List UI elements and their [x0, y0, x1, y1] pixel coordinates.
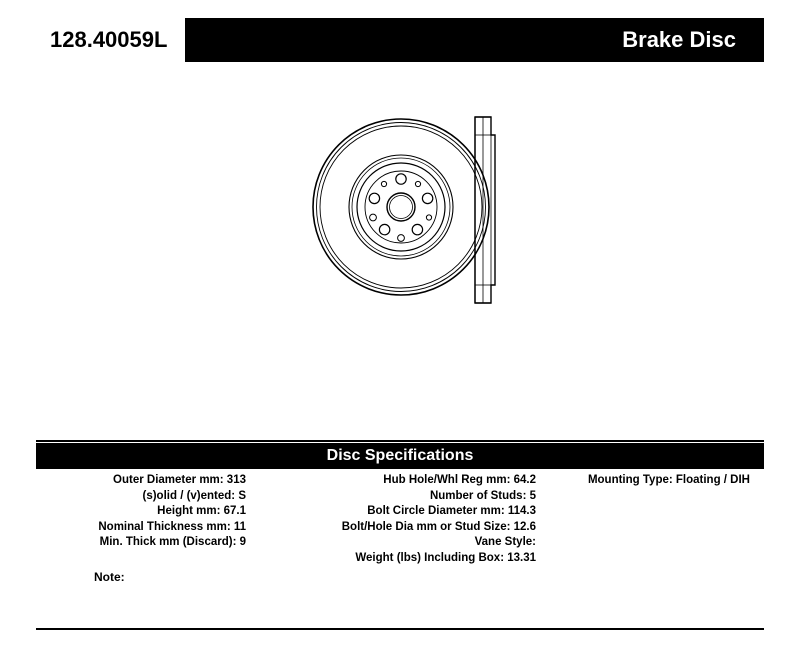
rotor-edge-svg [461, 105, 521, 315]
spec-column-left [36, 473, 252, 551]
spec-column-middle [252, 473, 542, 567]
spec-item: Outer Diameter mm: 313 [113, 474, 246, 486]
note-label: Note: [94, 570, 125, 584]
spec-item: Mounting Type: Floating / DIH [587, 474, 750, 486]
spec-top-rule [36, 440, 764, 442]
rotor-edge-view [461, 105, 521, 320]
spec-item: Number of Studs: 5 [429, 489, 536, 502]
spec-column-right [542, 473, 764, 489]
spec-item: Weight (lbs) Including Box: 13.31 [355, 551, 536, 564]
spec-item: Bolt/Hole Dia mm or Stud Size: 12.6 [341, 520, 536, 533]
page-title: Brake Disc [622, 27, 736, 52]
header-bar [36, 18, 764, 62]
spec-item: Height mm: 67.1 [157, 505, 246, 518]
part-number: 128.40059L [36, 18, 185, 62]
bottom-rule [36, 628, 764, 630]
spec-item: (s)olid / (v)ented: S [142, 489, 246, 502]
spec-item: Vane Style: [474, 536, 536, 549]
spec-item: Bolt Circle Diameter mm: 114.3 [367, 505, 536, 518]
spec-section-title: Disc Specifications [36, 443, 764, 469]
spec-item: Min. Thick mm (Discard): 9 [99, 536, 246, 549]
spec-item: Nominal Thickness mm: 11 [98, 520, 246, 533]
spec-item: Hub Hole/Whl Reg mm: 64.2 [383, 474, 536, 486]
drawing-area [36, 80, 764, 410]
spec-columns [36, 473, 764, 567]
